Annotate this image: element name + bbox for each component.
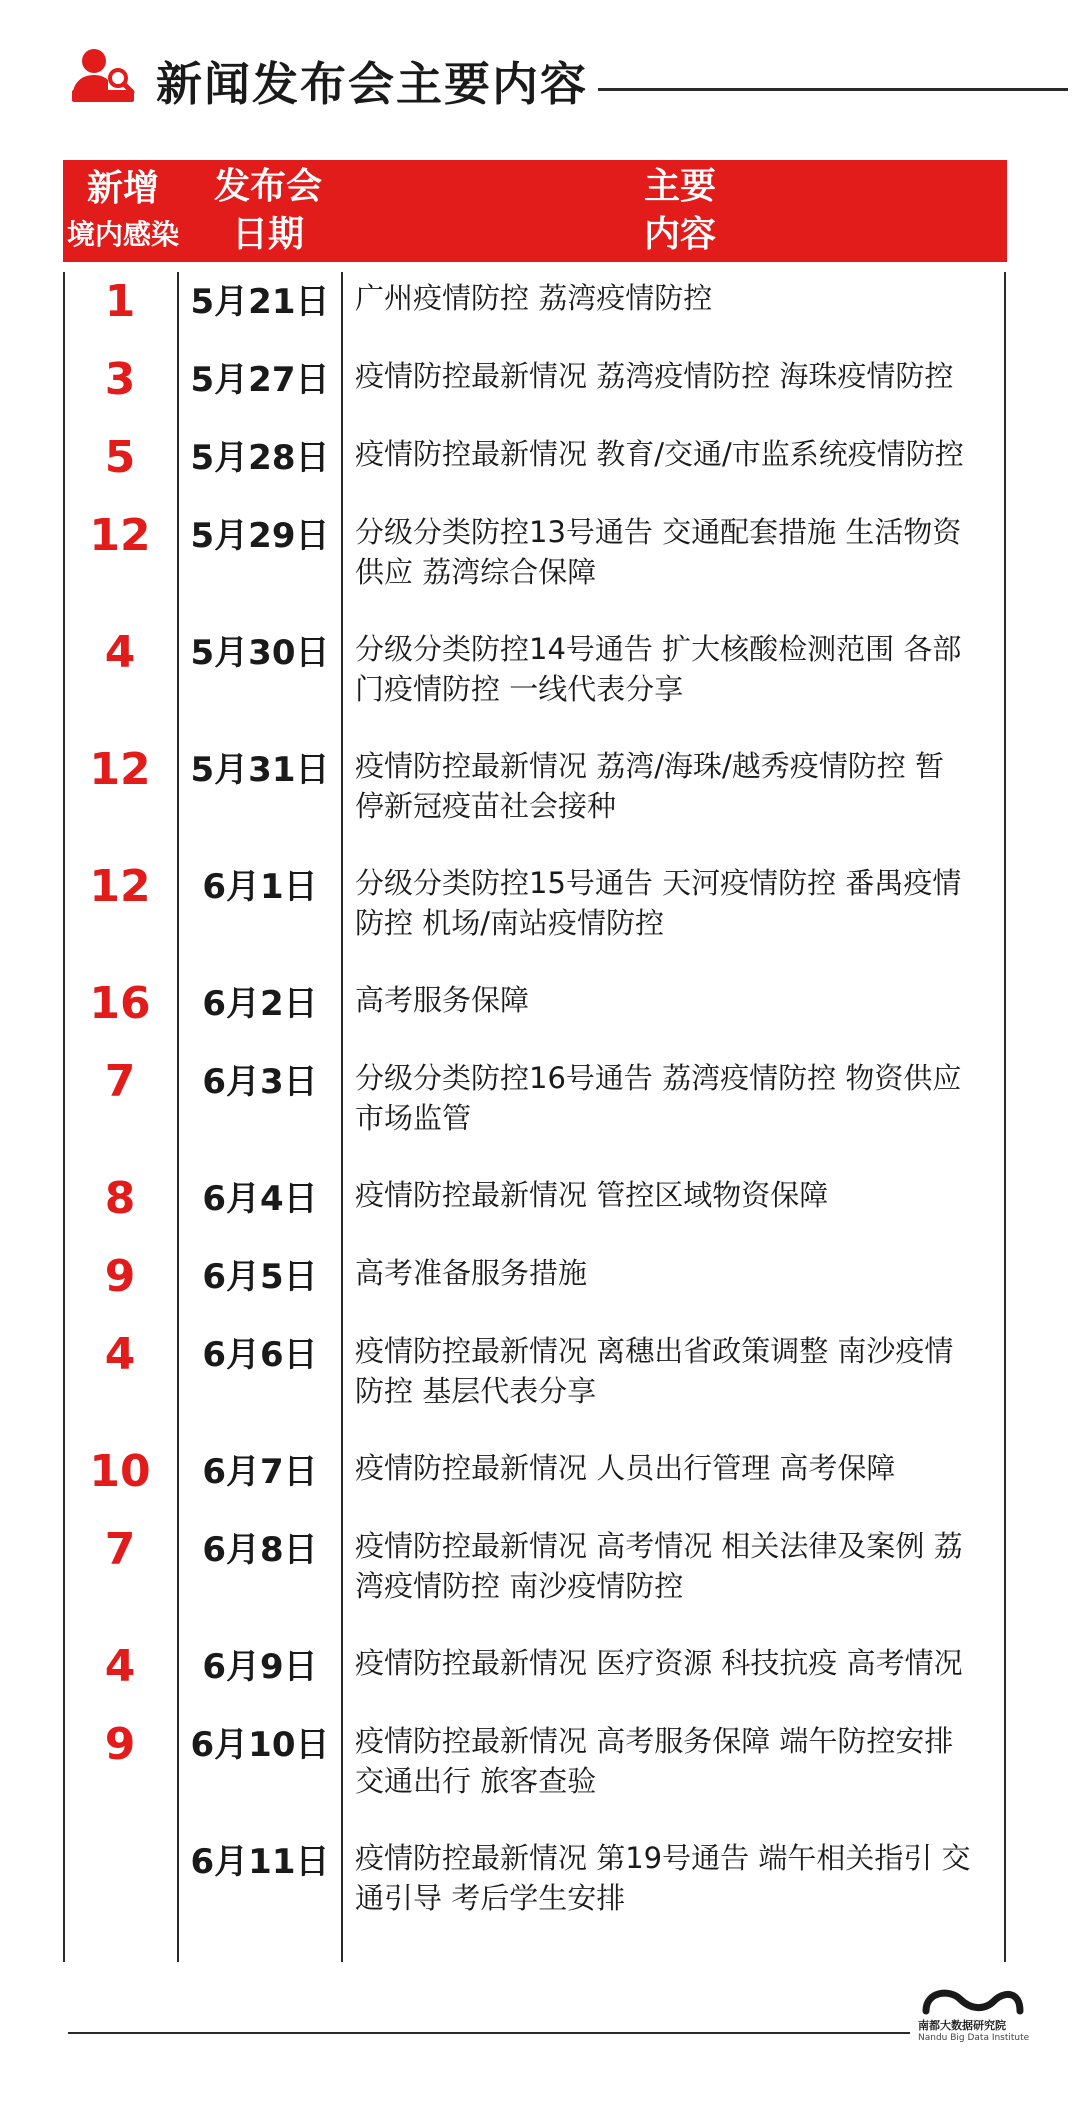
briefing-content <box>355 512 1055 592</box>
brand-logo <box>918 1985 1028 2055</box>
column-header-date-line2: 日期 <box>231 214 304 255</box>
briefing-date: 5月31日 <box>190 750 330 790</box>
briefing-content-line: 门疫情防控 一线代表分享 <box>355 672 684 706</box>
new-case-count: 9 <box>104 1251 136 1302</box>
column-header-date-line1: 发布会 <box>213 166 322 207</box>
briefing-content-line: 分级分类防控16号通告 荔湾疫情防控 物资供应 <box>355 1061 962 1095</box>
column-header-content <box>353 160 1007 262</box>
briefing-content <box>355 1175 1055 1215</box>
new-case-count: 4 <box>104 1329 136 1380</box>
briefing-content-line: 防控 机场/南站疫情防控 <box>355 906 664 940</box>
header-divider <box>598 88 1068 91</box>
briefing-content-line: 疫情防控最新情况 第19号通告 端午相关指引 交 <box>355 1841 971 1875</box>
column-header-count-line1: 新增 <box>86 168 159 209</box>
briefing-date: 6月3日 <box>202 1062 318 1102</box>
new-case-count: 5 <box>104 432 136 483</box>
briefing-content-line: 分级分类防控14号通告 扩大核酸检测范围 各部 <box>355 632 962 666</box>
briefing-date: 6月8日 <box>202 1530 318 1570</box>
new-case-count: 12 <box>89 744 151 795</box>
new-case-count: 10 <box>89 1446 151 1497</box>
briefing-content-line: 市场监管 <box>355 1101 472 1135</box>
briefing-content-line: 疫情防控最新情况 高考服务保障 端午防控安排 <box>355 1724 954 1758</box>
column-header-content-line2: 内容 <box>643 214 716 255</box>
briefing-content-line: 疫情防控最新情况 离穗出省政策调整 南沙疫情 <box>355 1334 954 1368</box>
briefing-content <box>355 1058 1055 1138</box>
briefing-content-line: 供应 荔湾综合保障 <box>355 555 597 589</box>
new-case-count: 7 <box>104 1524 136 1575</box>
column-header-count-line2: 境内感染 <box>66 218 179 251</box>
briefing-content <box>355 278 1055 318</box>
new-case-count: 16 <box>89 978 151 1029</box>
new-case-count: 3 <box>104 354 136 405</box>
user-search-icon <box>68 46 138 102</box>
briefing-date: 5月28日 <box>190 438 330 478</box>
briefing-content <box>355 356 1055 396</box>
briefing-date: 6月4日 <box>202 1179 318 1219</box>
briefing-date: 5月27日 <box>190 360 330 400</box>
briefing-content-line: 高考服务保障 <box>355 983 530 1017</box>
briefing-content-line: 疫情防控最新情况 教育/交通/市监系统疫情防控 <box>355 437 964 471</box>
briefing-date: 6月6日 <box>202 1335 318 1375</box>
briefing-content <box>355 629 1055 709</box>
briefing-content-line: 停新冠疫苗社会接种 <box>355 789 617 823</box>
new-case-count: 7 <box>104 1056 136 1107</box>
briefing-content <box>355 1643 1055 1683</box>
briefing-content-line: 疫情防控最新情况 医疗资源 科技抗疫 高考情况 <box>355 1646 963 1680</box>
briefing-content <box>355 1253 1055 1293</box>
new-case-count: 12 <box>89 861 151 912</box>
briefing-content <box>355 863 1055 943</box>
briefing-content-line: 交通出行 旅客查验 <box>355 1764 597 1798</box>
briefing-content-line: 广州疫情防控 荔湾疫情防控 <box>355 281 713 315</box>
briefing-content <box>355 1448 1055 1488</box>
briefing-content <box>355 1838 1055 1918</box>
table-header <box>63 160 1007 262</box>
briefing-content <box>355 746 1055 826</box>
briefing-date: 6月2日 <box>202 984 318 1024</box>
new-case-count: 1 <box>104 276 136 327</box>
briefing-content-line: 疫情防控最新情况 荔湾疫情防控 海珠疫情防控 <box>355 359 954 393</box>
briefing-date: 5月21日 <box>190 282 330 322</box>
briefing-content <box>355 1526 1055 1606</box>
briefing-date: 5月30日 <box>190 633 330 673</box>
briefing-content-line: 分级分类防控15号通告 天河疫情防控 番禺疫情 <box>355 866 962 900</box>
briefing-content <box>355 980 1055 1020</box>
briefing-date: 6月10日 <box>190 1725 330 1765</box>
wave-logo-icon <box>920 1985 1026 2015</box>
new-case-count: 4 <box>104 627 136 678</box>
new-case-count: 9 <box>104 1719 136 1770</box>
briefing-date: 6月11日 <box>190 1842 330 1882</box>
briefing-content-line: 分级分类防控13号通告 交通配套措施 生活物资 <box>355 515 962 549</box>
briefing-content <box>355 434 1055 474</box>
logo-en-text: Nandu Big Data Institute <box>918 2033 1030 2043</box>
briefing-content <box>355 1331 1055 1411</box>
column-divider-date <box>341 272 343 1962</box>
footer-divider <box>68 2032 910 2034</box>
briefing-content-line: 防控 基层代表分享 <box>355 1374 597 1408</box>
briefing-content-line: 湾疫情防控 南沙疫情防控 <box>355 1569 684 1603</box>
briefing-content-line: 通引导 考后学生安排 <box>355 1881 626 1915</box>
new-case-count: 8 <box>104 1173 136 1224</box>
page-header <box>68 40 1008 110</box>
column-header-count <box>63 160 183 262</box>
briefing-content-line: 疫情防控最新情况 高考情况 相关法律及案例 荔 <box>355 1529 963 1563</box>
new-case-count: 4 <box>104 1641 136 1692</box>
briefing-content-line: 疫情防控最新情况 荔湾/海珠/越秀疫情防控 暂 <box>355 749 944 783</box>
column-header-content-line1: 主要 <box>643 166 716 207</box>
briefing-date: 6月5日 <box>202 1257 318 1297</box>
briefing-date: 5月29日 <box>190 516 330 556</box>
column-header-date <box>183 160 353 262</box>
briefing-date: 6月1日 <box>202 867 318 907</box>
briefing-content-line: 疫情防控最新情况 管控区域物资保障 <box>355 1178 829 1212</box>
briefing-content-line: 高考准备服务措施 <box>355 1256 588 1290</box>
briefing-content-line: 疫情防控最新情况 人员出行管理 高考保障 <box>355 1451 896 1485</box>
briefing-date: 6月9日 <box>202 1647 318 1687</box>
page-title: 新闻发布会主要内容 <box>156 57 588 111</box>
new-case-count: 12 <box>89 510 151 561</box>
briefing-content <box>355 1721 1055 1801</box>
briefing-date: 6月7日 <box>202 1452 318 1492</box>
logo-cn-text: 南都大数据研究院 <box>918 2019 1006 2032</box>
